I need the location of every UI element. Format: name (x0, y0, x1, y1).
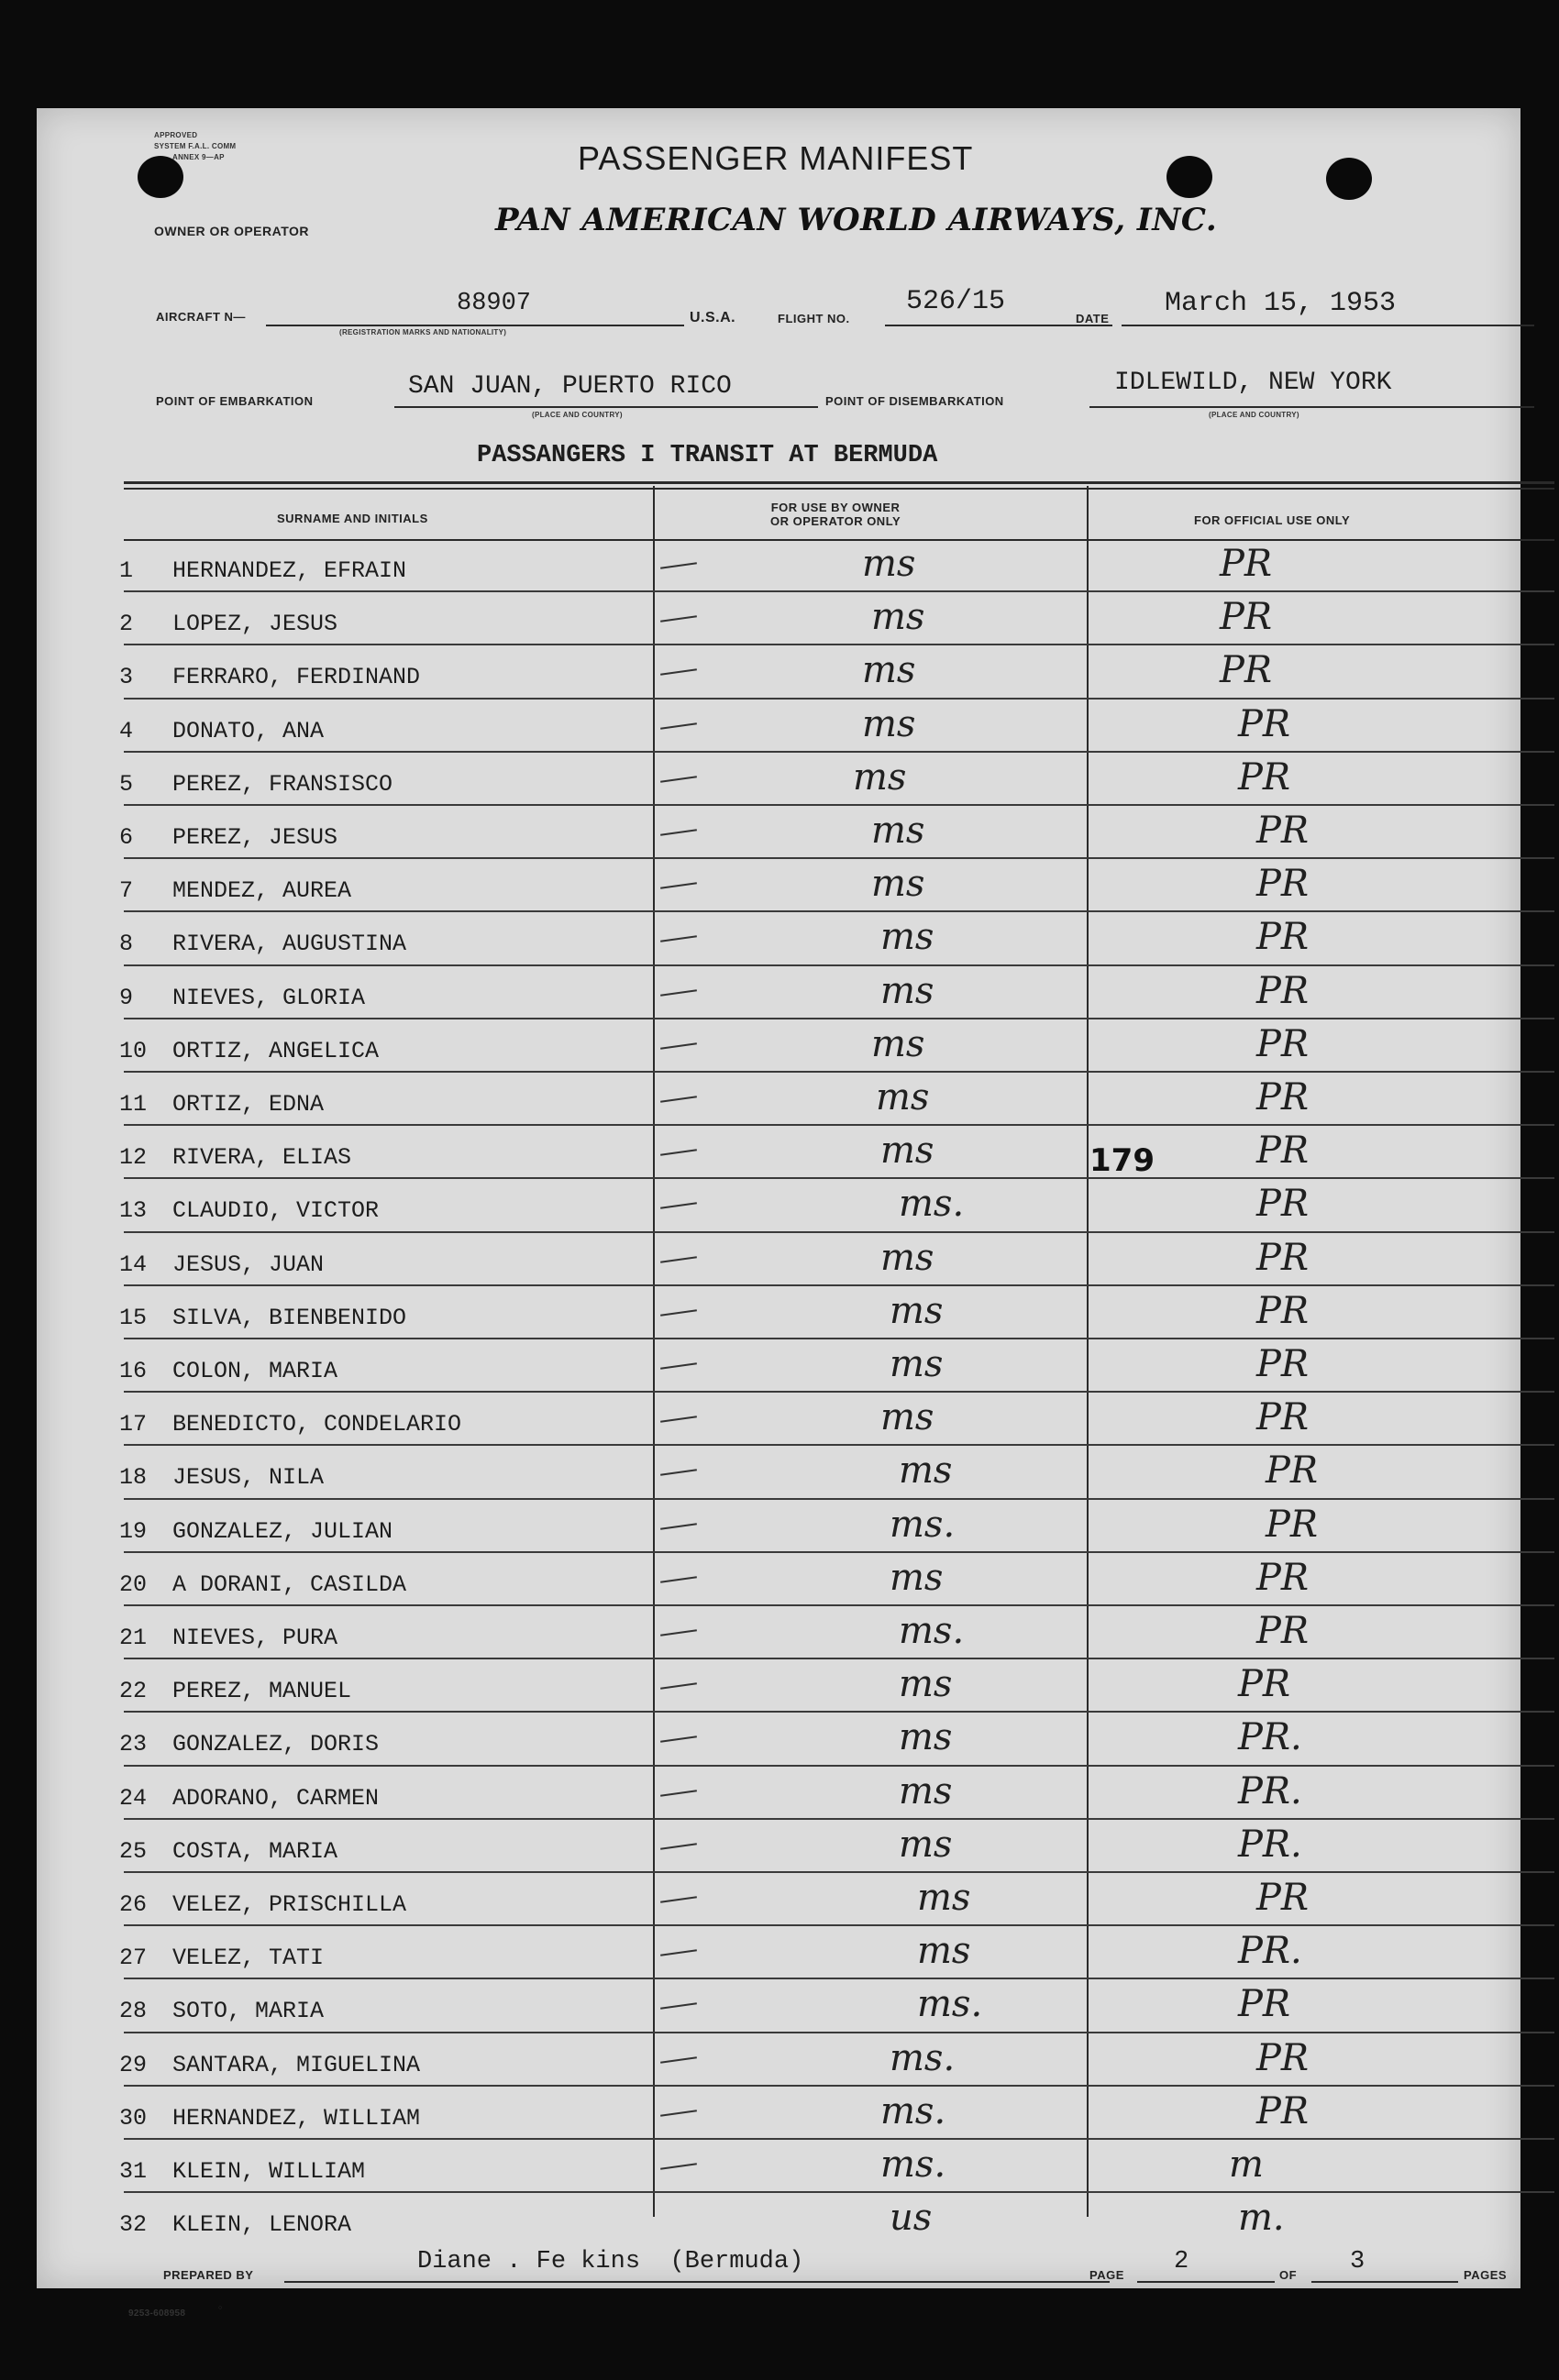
passenger-name: KLEIN, WILLIAM (172, 2158, 366, 2185)
official-initials: PR (1256, 1610, 1310, 1652)
check-mark (660, 1203, 697, 1210)
row-divider (124, 1018, 1554, 1019)
official-initials: PR. (1238, 1823, 1302, 1866)
row-number: 3 (119, 664, 134, 691)
owner-initials: ms (890, 1289, 944, 1332)
official-initials: m. (1238, 2197, 1285, 2240)
row-divider (124, 1444, 1554, 1446)
row-number: 25 (119, 1837, 148, 1865)
check-mark (660, 1042, 697, 1050)
owner-initials: ms. (899, 1183, 965, 1226)
check-mark (660, 2163, 697, 2170)
passenger-name: VELEZ, TATI (172, 1945, 325, 1972)
official-initials: PR. (1238, 1930, 1302, 1973)
row-divider (124, 1338, 1554, 1339)
passenger-name: FERRARO, FERDINAND (172, 664, 421, 691)
official-initials: PR (1256, 2036, 1310, 2079)
row-divider (124, 1391, 1554, 1393)
row-number: 5 (119, 770, 134, 798)
row-number: 10 (119, 1037, 148, 1064)
transit-note: PASSANGERS I TRANSIT AT BERMUDA (477, 442, 938, 469)
row-divider (124, 1871, 1554, 1873)
passenger-name: MENDEZ, AUREA (172, 877, 352, 905)
row-number: 22 (119, 1678, 148, 1705)
owner-initials: ms (862, 702, 916, 745)
official-initials: PR (1256, 1556, 1310, 1599)
date-value: March 15, 1953 (1165, 288, 1397, 319)
passenger-name: VELEZ, PRISCHILLA (172, 1891, 407, 1918)
check-mark (660, 1256, 697, 1263)
row-number: 23 (119, 1731, 148, 1758)
passenger-name: PEREZ, FRANSISCO (172, 770, 393, 798)
row-number: 1 (119, 557, 134, 584)
approval-note: APPROVED SYSTEM F.A.L. COMM ANNEX 9—AP (154, 131, 237, 161)
check-mark (660, 1629, 697, 1636)
check-mark (660, 1096, 697, 1103)
official-initials: PR (1256, 863, 1310, 906)
row-number: 8 (119, 931, 134, 958)
row-divider (124, 910, 1554, 912)
row-number: 24 (119, 1784, 148, 1812)
row-divider (124, 1658, 1554, 1659)
owner-initials: ms (899, 1663, 953, 1706)
row-number: 13 (119, 1197, 148, 1225)
owner-initials: ms (871, 596, 925, 639)
row-divider (124, 590, 1554, 592)
official-initials: PR (1220, 649, 1273, 692)
col-official-header: FOR OFFICIAL USE ONLY (1194, 513, 1351, 527)
owner-initials: ms (890, 1556, 944, 1599)
row-divider (124, 1765, 1554, 1767)
disembarkation-value: IDLEWILD, NEW YORK (1114, 369, 1392, 397)
company-name: PAN AMERICAN WORLD AIRWAYS, INC. (495, 202, 1218, 238)
row-divider (124, 1498, 1554, 1500)
place-caption: (PLACE AND COUNTRY) (532, 411, 623, 419)
check-mark (660, 1470, 697, 1477)
form-number: 9253-608958 (128, 2308, 186, 2319)
owner-initials: ms. (880, 2143, 946, 2186)
official-initials: PR (1256, 1343, 1310, 1385)
owner-initials: ms (899, 1769, 953, 1813)
row-number: 4 (119, 717, 134, 744)
official-initials: PR (1256, 1289, 1310, 1332)
row-number: 6 (119, 824, 134, 851)
row-divider (124, 964, 1554, 966)
row-number: 12 (119, 1144, 148, 1172)
passenger-name: SANTARA, MIGUELINA (172, 2051, 421, 2078)
check-mark (660, 1309, 697, 1317)
passenger-name: LOPEZ, JESUS (172, 611, 338, 638)
check-mark (660, 882, 697, 889)
flight-value: 526/15 (906, 286, 1006, 317)
check-mark (660, 776, 697, 783)
owner-initials: ms (880, 916, 934, 959)
owner-initials: ms. (890, 2036, 956, 2079)
col-surname-header: SURNAME AND INITIALS (277, 512, 428, 525)
row-number: 15 (119, 1304, 148, 1331)
row-number: 32 (119, 2211, 148, 2239)
row-divider (124, 2032, 1554, 2033)
passenger-name: ADORANO, CARMEN (172, 1784, 380, 1812)
owner-initials: ms (899, 1823, 953, 1866)
row-number: 20 (119, 1570, 148, 1598)
row-divider (124, 1924, 1554, 1926)
row-divider (124, 1711, 1554, 1713)
passenger-name: HERNANDEZ, EFRAIN (172, 557, 407, 584)
owner-initials: ms (871, 810, 925, 852)
check-mark (660, 669, 697, 677)
official-initials: PR (1256, 2089, 1310, 2132)
official-initials: PR (1238, 702, 1291, 745)
check-mark (660, 1149, 697, 1156)
official-initials: PR (1238, 755, 1291, 799)
owner-initials: us (890, 2197, 933, 2240)
prepared-label: PREPARED BY (163, 2268, 254, 2282)
check-mark (660, 1843, 697, 1850)
owner-initials: ms (899, 1716, 953, 1759)
owner-initials: ms (880, 1129, 934, 1173)
passenger-name: HERNANDEZ, WILLIAM (172, 2104, 421, 2132)
nationality: U.S.A. (690, 310, 736, 325)
row-number: 19 (119, 1517, 148, 1545)
official-initials: PR (1256, 916, 1310, 959)
owner-initials: ms (862, 543, 916, 585)
aircraft-value: 88907 (457, 290, 532, 317)
row-number: 27 (119, 1945, 148, 1972)
check-mark (660, 1576, 697, 1583)
official-initials: PR (1220, 596, 1273, 639)
check-mark (660, 1790, 697, 1797)
row-divider (124, 698, 1554, 700)
owner-initials: ms (917, 1877, 971, 1919)
row-divider (124, 751, 1554, 753)
row-number: 26 (119, 1891, 148, 1918)
check-mark (660, 562, 697, 569)
owner-initials: ms (917, 1930, 971, 1973)
row-divider (124, 1818, 1554, 1820)
owner-label: OWNER OR OPERATOR (154, 224, 309, 238)
passenger-name: A DORANI, CASILDA (172, 1570, 407, 1598)
passenger-name: GONZALEZ, DORIS (172, 1731, 380, 1758)
official-initials: m (1229, 2143, 1264, 2186)
official-initials: PR (1266, 1449, 1319, 1493)
row-number: 14 (119, 1251, 148, 1278)
punch-hole (1166, 156, 1212, 198)
official-initials: PR (1220, 543, 1273, 585)
owner-initials: ms. (890, 1503, 956, 1546)
row-number: 18 (119, 1464, 148, 1492)
official-initials: PR (1238, 1983, 1291, 2026)
flight-label: FLIGHT NO. (778, 312, 850, 325)
owner-initials: ms. (880, 2089, 946, 2132)
passenger-name: ORTIZ, EDNA (172, 1091, 325, 1118)
passenger-name: PEREZ, JESUS (172, 824, 338, 851)
owner-initials: ms (871, 1022, 925, 1065)
row-divider (124, 1604, 1554, 1606)
passenger-name: PEREZ, MANUEL (172, 1678, 352, 1705)
check-mark (660, 615, 697, 623)
passenger-name: JESUS, NILA (172, 1464, 325, 1492)
check-mark (660, 2003, 697, 2011)
owner-initials: ms (876, 1076, 930, 1118)
row-divider (124, 1124, 1554, 1126)
official-initials: PR (1256, 1396, 1310, 1439)
row-number: 9 (119, 984, 134, 1011)
check-mark (660, 1949, 697, 1956)
passenger-name: RIVERA, AUGUSTINA (172, 931, 407, 958)
owner-initials: ms (890, 1343, 944, 1385)
embarkation-label: POINT OF EMBARKATION (156, 394, 314, 408)
official-initials: PR. (1238, 1769, 1302, 1813)
manifest-sheet (37, 108, 1520, 2319)
check-mark (660, 829, 697, 836)
row-divider (124, 1231, 1554, 1233)
official-initials: PR (1256, 1129, 1310, 1173)
passenger-name: JESUS, JUAN (172, 1251, 325, 1278)
place-caption-2: (PLACE AND COUNTRY) (1209, 411, 1299, 419)
punch-hole (1326, 158, 1372, 200)
row-number: 11 (119, 1091, 148, 1118)
check-mark (660, 989, 697, 997)
embarkation-value: SAN JUAN, PUERTO RICO (408, 372, 732, 401)
check-mark (660, 1896, 697, 1903)
row-divider (124, 857, 1554, 859)
row-divider (124, 2191, 1554, 2193)
official-initials: PR (1238, 1663, 1291, 1706)
owner-initials: ms (880, 1236, 934, 1279)
row-divider (124, 1978, 1554, 1979)
row-divider (124, 1177, 1554, 1179)
passenger-name: ORTIZ, ANGELICA (172, 1037, 380, 1064)
check-mark (660, 936, 697, 943)
disembarkation-label: POINT OF DISEMBARKATION (825, 394, 1004, 408)
passenger-name: SOTO, MARIA (172, 1998, 325, 2025)
check-mark (660, 1736, 697, 1744)
passenger-name: NIEVES, PURA (172, 1625, 338, 1651)
passenger-name: BENEDICTO, CONDELARIO (172, 1411, 462, 1438)
of-value: 3 (1350, 2248, 1366, 2275)
stamp-number: 179 (1089, 1142, 1155, 1179)
official-initials: PR (1256, 810, 1310, 852)
pages-label: PAGES (1464, 2268, 1508, 2282)
page-value: 2 (1174, 2248, 1189, 2275)
col-owner-header: FOR USE BY OWNER OR OPERATOR ONLY (770, 501, 901, 528)
passenger-name: COSTA, MARIA (172, 1837, 338, 1865)
row-divider (124, 2085, 1554, 2087)
official-initials: PR (1256, 1076, 1310, 1118)
row-number: 29 (119, 2051, 148, 2078)
owner-initials: ms (899, 1449, 953, 1493)
passenger-name: COLON, MARIA (172, 1358, 338, 1384)
row-number: 2 (119, 611, 134, 638)
registration-caption: (REGISTRATION MARKS AND NATIONALITY) (339, 328, 507, 336)
passenger-name: GONZALEZ, JULIAN (172, 1517, 393, 1545)
owner-initials: ms (853, 755, 907, 799)
owner-initials: ms. (899, 1610, 965, 1652)
row-number: 17 (119, 1411, 148, 1438)
passenger-name: CLAUDIO, VICTOR (172, 1197, 380, 1225)
official-initials: PR (1266, 1503, 1319, 1546)
official-initials: PR (1256, 969, 1310, 1012)
aircraft-label: AIRCRAFT N— (156, 310, 246, 324)
row-number: 7 (119, 877, 134, 905)
row-divider (124, 2138, 1554, 2140)
row-divider (124, 1284, 1554, 1286)
passenger-name: DONATO, ANA (172, 717, 325, 744)
date-label: DATE (1076, 312, 1110, 325)
check-mark (660, 2056, 697, 2064)
passenger-name: KLEIN, LENORA (172, 2211, 352, 2239)
row-divider (124, 644, 1554, 645)
row-divider (124, 804, 1554, 806)
passenger-name: RIVERA, ELIAS (172, 1144, 352, 1172)
passenger-name: SILVA, BIENBENIDO (172, 1304, 407, 1331)
owner-initials: ms (880, 969, 934, 1012)
row-number: 30 (119, 2104, 148, 2132)
row-divider (124, 1551, 1554, 1553)
row-number: 21 (119, 1625, 148, 1651)
check-mark (660, 1523, 697, 1530)
prepared-value: Diane . Fe kins (Bermuda) (417, 2248, 804, 2275)
row-number: 31 (119, 2158, 148, 2185)
owner-initials: ms (880, 1396, 934, 1439)
passenger-name: NIEVES, GLORIA (172, 984, 366, 1011)
official-initials: PR (1256, 1183, 1310, 1226)
owner-initials: ms (862, 649, 916, 692)
check-mark (660, 1416, 697, 1423)
row-number: 16 (119, 1358, 148, 1384)
check-mark (660, 1362, 697, 1370)
official-initials: PR (1256, 1236, 1310, 1279)
of-label: OF (1279, 2268, 1298, 2282)
row-divider (124, 1071, 1554, 1073)
page-label: PAGE (1089, 2268, 1124, 2282)
row-number: 28 (119, 1998, 148, 2025)
owner-initials: ms. (917, 1983, 983, 2026)
check-mark (660, 1682, 697, 1690)
official-initials: PR (1256, 1022, 1310, 1065)
check-mark (660, 722, 697, 730)
page-title: PASSENGER MANIFEST (578, 139, 974, 177)
printed-stamp-icon: ○ (218, 2305, 223, 2311)
official-initials: PR. (1238, 1716, 1302, 1759)
owner-initials: ms (871, 863, 925, 906)
check-mark (660, 2110, 697, 2117)
official-initials: PR (1256, 1877, 1310, 1919)
